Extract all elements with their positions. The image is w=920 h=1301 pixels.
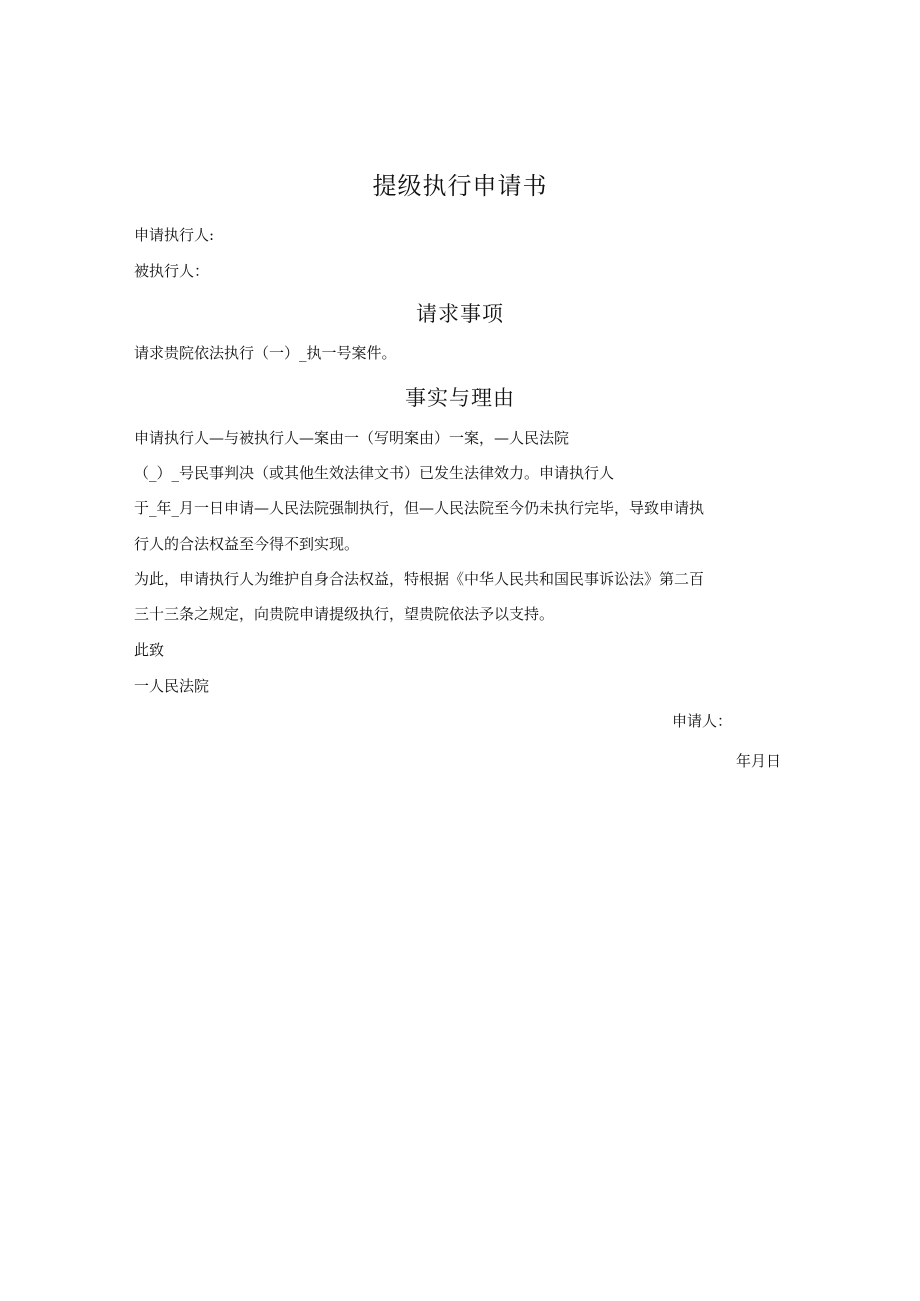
signature-label: 申请人： (672, 712, 733, 730)
applicant-label: 申请执行人: (134, 226, 215, 244)
requests-text: 请求贵院依法执行（一）_执一号案件。 (134, 344, 397, 362)
facts-line: （_）_号民事判决（或其他生效法律文书）已发生法律效力。申请执行人 (134, 464, 615, 482)
facts-line: 于_年_月一日申请—人民法院强制执行，但—人民法院至今仍未执行完毕，导致申请执 (134, 499, 705, 517)
respondent-label: 被执行人： (134, 262, 210, 280)
document-title: 提级执行申请书 (372, 172, 548, 200)
facts-line: 为此，申请执行人为维护自身合法权益，特根据《中华人民共和国民事诉讼法》第二百 (134, 570, 705, 588)
facts-line: 行人的合法权益至今得不到实现。 (134, 535, 360, 553)
facts-heading: 事实与理由 (405, 386, 515, 410)
salutation: 此致 (134, 641, 165, 659)
requests-heading: 请求事项 (416, 302, 504, 326)
facts-line: 申请执行人—与被执行人—案由一（写明案由）一案，—人民法院 (134, 429, 570, 447)
facts-line: 三十三条之规定，向贵院申请提级执行，望贵院依法予以支持。 (134, 605, 555, 623)
court-name: 一人民法院 (134, 677, 210, 695)
date-label: 年月日 (736, 752, 782, 770)
